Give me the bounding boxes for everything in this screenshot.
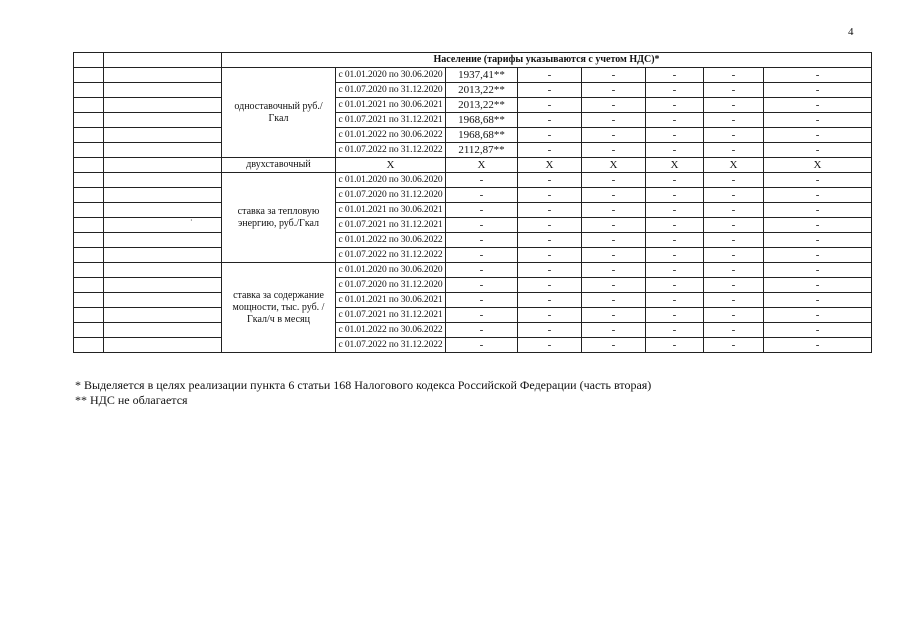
value-cell: - [764, 293, 872, 308]
value-cell: 1937,41** [446, 68, 518, 83]
name-cell [104, 158, 222, 173]
value-cell: - [704, 323, 764, 338]
period-cell: с 01.07.2021 по 31.12.2021 [336, 308, 446, 323]
value-cell: - [518, 68, 582, 83]
value-cell: Х [646, 158, 704, 173]
footnote-vat-exempt: ** НДС не облагается [75, 393, 188, 407]
row-number-cell [74, 248, 104, 263]
name-cell [104, 218, 222, 233]
row-number-cell [74, 188, 104, 203]
value-cell: - [446, 338, 518, 353]
value-cell: - [582, 233, 646, 248]
value-cell: - [704, 203, 764, 218]
value-cell: - [446, 233, 518, 248]
value-cell: - [518, 323, 582, 338]
table-row [74, 233, 872, 248]
value-cell: - [704, 278, 764, 293]
value-cell: - [764, 98, 872, 113]
value-cell: - [646, 278, 704, 293]
value-cell: - [704, 113, 764, 128]
value-cell: - [518, 143, 582, 158]
table-row [74, 143, 872, 158]
table-row [74, 203, 872, 218]
value-cell: - [518, 263, 582, 278]
row-number-cell [74, 53, 104, 68]
footnote-vat-basis: * Выделяется в целях реализации пункта 6 статьи 168 Налогового кодекса Российской Федерации (часть вторая) [75, 378, 652, 392]
value-cell: - [582, 173, 646, 188]
value-cell: - [518, 188, 582, 203]
name-cell [104, 83, 222, 98]
value-cell: - [704, 293, 764, 308]
value-cell: - [764, 233, 872, 248]
period-cell: с 01.01.2020 по 30.06.2020 [336, 173, 446, 188]
value-cell: Х [704, 158, 764, 173]
value-cell: - [646, 218, 704, 233]
value-cell: - [446, 278, 518, 293]
value-cell: - [646, 203, 704, 218]
period-cell: с 01.07.2021 по 31.12.2021 [336, 113, 446, 128]
value-cell: - [646, 68, 704, 83]
value-cell: - [704, 263, 764, 278]
value-cell: - [446, 188, 518, 203]
name-cell [104, 203, 222, 218]
row-number-cell [74, 308, 104, 323]
value-cell: - [582, 278, 646, 293]
name-cell [104, 68, 222, 83]
period-cell: с 01.01.2021 по 30.06.2021 [336, 98, 446, 113]
value-cell: - [764, 68, 872, 83]
value-cell: - [518, 203, 582, 218]
value-cell: - [764, 218, 872, 233]
period-cell: с 01.01.2022 по 30.06.2022 [336, 233, 446, 248]
table-row [74, 338, 872, 353]
value-cell: - [582, 293, 646, 308]
value-cell: - [764, 278, 872, 293]
value-cell: - [704, 143, 764, 158]
value-cell: - [646, 233, 704, 248]
period-cell: с 01.01.2020 по 30.06.2020 [336, 68, 446, 83]
value-cell: - [446, 323, 518, 338]
value-cell: - [704, 233, 764, 248]
value-cell: - [582, 308, 646, 323]
value-cell: - [518, 128, 582, 143]
value-cell: - [582, 263, 646, 278]
value-cell: - [518, 248, 582, 263]
row-number-cell [74, 143, 104, 158]
value-cell: - [646, 248, 704, 263]
value-cell: - [704, 68, 764, 83]
value-cell: - [646, 83, 704, 98]
value-cell: - [646, 263, 704, 278]
section-title: Население (тарифы указываются с учетом НДС)* [222, 53, 872, 68]
value-cell: 2013,22** [446, 98, 518, 113]
value-cell: - [518, 233, 582, 248]
value-cell: - [704, 83, 764, 98]
page-number: 4 [848, 26, 854, 38]
row-number-cell [74, 98, 104, 113]
value-cell: - [764, 323, 872, 338]
value-cell: - [704, 128, 764, 143]
value-cell: Х [518, 158, 582, 173]
row-number-cell [74, 323, 104, 338]
tariff-type-label: одноставочный руб./Гкал [222, 68, 336, 158]
period-cell: с 01.07.2020 по 31.12.2020 [336, 188, 446, 203]
table-row [74, 68, 872, 83]
value-cell: - [582, 68, 646, 83]
table-row [74, 308, 872, 323]
row-number-cell [74, 338, 104, 353]
row-number-cell [74, 158, 104, 173]
row-number-cell [74, 128, 104, 143]
name-cell [104, 338, 222, 353]
period-cell: с 01.07.2020 по 31.12.2020 [336, 83, 446, 98]
value-cell: 2112,87** [446, 143, 518, 158]
value-cell: - [446, 308, 518, 323]
value-cell: - [446, 218, 518, 233]
value-cell: - [582, 338, 646, 353]
value-cell: - [646, 128, 704, 143]
value-cell: - [518, 98, 582, 113]
value-cell: - [764, 143, 872, 158]
value-cell: - [518, 278, 582, 293]
value-cell: - [582, 218, 646, 233]
value-cell: - [518, 173, 582, 188]
value-cell: - [646, 143, 704, 158]
value-cell: - [764, 188, 872, 203]
value-cell: - [518, 308, 582, 323]
value-cell: - [582, 98, 646, 113]
value-cell: - [582, 188, 646, 203]
row-number-cell [74, 203, 104, 218]
name-cell [104, 248, 222, 263]
name-cell [104, 113, 222, 128]
period-cell: с 01.01.2020 по 30.06.2020 [336, 263, 446, 278]
name-cell [104, 188, 222, 203]
name-cell [104, 53, 222, 68]
value-cell: - [446, 293, 518, 308]
value-cell: - [764, 248, 872, 263]
value-cell: - [646, 98, 704, 113]
name-cell [104, 308, 222, 323]
value-cell: - [646, 308, 704, 323]
value-cell: - [582, 128, 646, 143]
value-cell: - [646, 293, 704, 308]
section-header-row [74, 53, 872, 68]
value-cell: - [704, 173, 764, 188]
value-cell: - [764, 263, 872, 278]
value-cell: - [582, 323, 646, 338]
row-number-cell [74, 68, 104, 83]
period-cell: с 01.01.2021 по 30.06.2021 [336, 203, 446, 218]
table-row [74, 98, 872, 113]
name-cell [104, 128, 222, 143]
tariff-type-label: ставка за тепловую энергию, руб./Гкал [222, 173, 336, 263]
table-row [74, 263, 872, 278]
value-cell: 1968,68** [446, 113, 518, 128]
table-row [74, 188, 872, 203]
value-cell: - [582, 83, 646, 98]
value-cell: Х [336, 158, 446, 173]
value-cell: - [764, 338, 872, 353]
value-cell: - [704, 248, 764, 263]
table-row [74, 323, 872, 338]
value-cell: - [646, 113, 704, 128]
value-cell: 2013,22** [446, 83, 518, 98]
value-cell: - [704, 308, 764, 323]
table-row [74, 83, 872, 98]
tariff-type-label: двухставочный [222, 158, 336, 173]
name-cell [104, 278, 222, 293]
name-cell [104, 143, 222, 158]
value-cell: - [764, 83, 872, 98]
value-cell: - [764, 203, 872, 218]
value-cell: - [582, 143, 646, 158]
stray-mark: · [190, 216, 193, 225]
value-cell: - [518, 83, 582, 98]
value-cell: 1968,68** [446, 128, 518, 143]
value-cell: Х [582, 158, 646, 173]
period-cell: с 01.07.2020 по 31.12.2020 [336, 278, 446, 293]
value-cell: - [704, 98, 764, 113]
row-number-cell [74, 293, 104, 308]
value-cell: Х [764, 158, 872, 173]
table-row [74, 113, 872, 128]
table-row [74, 128, 872, 143]
value-cell: - [518, 293, 582, 308]
period-cell: с 01.07.2022 по 31.12.2022 [336, 248, 446, 263]
period-cell: с 01.07.2022 по 31.12.2022 [336, 143, 446, 158]
name-cell [104, 98, 222, 113]
row-number-cell [74, 173, 104, 188]
value-cell: - [764, 128, 872, 143]
value-cell: - [582, 248, 646, 263]
period-cell: с 01.01.2022 по 30.06.2022 [336, 128, 446, 143]
value-cell: - [704, 338, 764, 353]
value-cell: - [446, 248, 518, 263]
value-cell: - [518, 338, 582, 353]
table-row [74, 278, 872, 293]
row-number-cell [74, 233, 104, 248]
period-cell: с 01.01.2022 по 30.06.2022 [336, 323, 446, 338]
value-cell: - [518, 218, 582, 233]
value-cell: - [704, 188, 764, 203]
period-cell: с 01.01.2021 по 30.06.2021 [336, 293, 446, 308]
table-row [74, 158, 872, 173]
value-cell: - [646, 173, 704, 188]
value-cell: - [582, 113, 646, 128]
value-cell: - [582, 203, 646, 218]
value-cell: - [764, 308, 872, 323]
name-cell [104, 263, 222, 278]
value-cell: - [646, 323, 704, 338]
table-row [74, 173, 872, 188]
tariff-type-label: ставка за содержание мощности, тыс. руб. /Гкал/ч в месяц [222, 263, 336, 353]
table-row [74, 248, 872, 263]
value-cell: - [446, 173, 518, 188]
period-cell: с 01.07.2022 по 31.12.2022 [336, 338, 446, 353]
value-cell: - [764, 173, 872, 188]
table-row [74, 218, 872, 233]
row-number-cell [74, 113, 104, 128]
period-cell: с 01.07.2021 по 31.12.2021 [336, 218, 446, 233]
value-cell: - [646, 188, 704, 203]
value-cell: Х [446, 158, 518, 173]
value-cell: - [646, 338, 704, 353]
value-cell: - [704, 218, 764, 233]
tariff-table [73, 52, 872, 353]
value-cell: - [446, 263, 518, 278]
name-cell [104, 233, 222, 248]
name-cell [104, 173, 222, 188]
row-number-cell [74, 218, 104, 233]
row-number-cell [74, 278, 104, 293]
value-cell: - [518, 113, 582, 128]
name-cell [104, 293, 222, 308]
value-cell: - [764, 113, 872, 128]
row-number-cell [74, 263, 104, 278]
value-cell: - [446, 203, 518, 218]
footnotes [75, 378, 651, 408]
name-cell [104, 323, 222, 338]
table-row [74, 293, 872, 308]
row-number-cell [74, 83, 104, 98]
